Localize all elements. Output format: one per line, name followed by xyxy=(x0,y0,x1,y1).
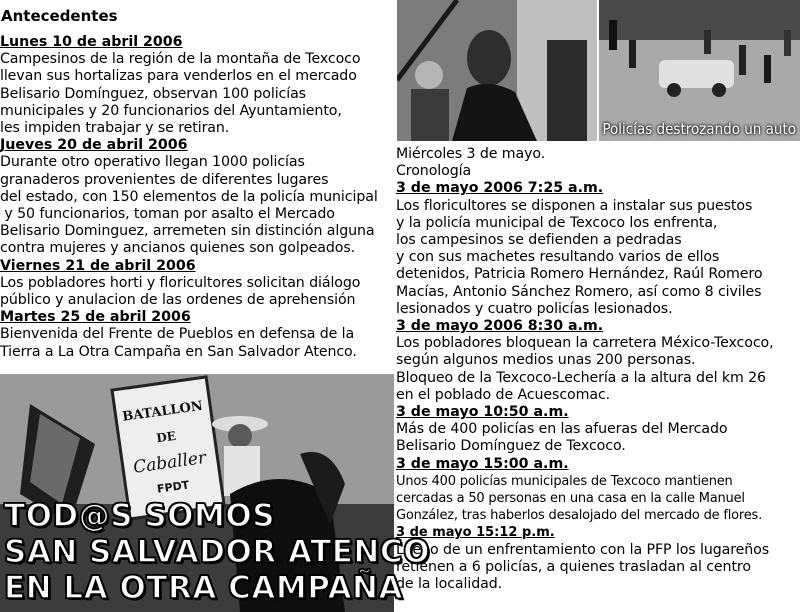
entry-line: Más de 400 policías en las afueras del Mercado xyxy=(396,421,728,438)
entry-line: cercadas a 50 personas en una casa en la calle Manuel xyxy=(396,491,745,507)
entry-heading: 3 de mayo 2006 8:30 a.m. xyxy=(396,318,604,335)
entry-line: municipales y 20 funcionarios del Ayuntamiento, xyxy=(0,102,342,119)
entry-line: Campesinos de la región de la montaña de Texcoco xyxy=(0,51,361,68)
entry-line: detenidos, Patricia Romero Hernández, Raúl Romero xyxy=(396,266,763,283)
entry-line: Belisario Dominguez, arremeten sin distinción alguna xyxy=(0,223,375,240)
entry-1500 xyxy=(396,456,800,525)
entry-viernes-21 xyxy=(0,258,395,310)
entry-line: y con sus machetes resultando varios de ellos xyxy=(396,249,720,266)
entry-line: y 50 funcionarios, toman por asalto el Mercado xyxy=(0,206,335,223)
slogan-line-3: EN LA OTRA CAMPAÑA xyxy=(4,570,403,606)
entry-line: público y anulacion de las ordenes de aprehensión xyxy=(0,292,356,309)
entry-line: Los floricultores se disponen a instalar sus puestos xyxy=(396,197,753,214)
entry-line: González, tras haberlos desalojado del mercado de flores. xyxy=(396,508,763,524)
entry-heading: 3 de mayo 2006 7:25 a.m. xyxy=(396,180,604,197)
entry-heading: Jueves 20 de abril 2006 xyxy=(0,137,188,154)
chronology-label: Cronología xyxy=(396,163,472,180)
entry-0725 xyxy=(396,180,800,318)
entry-heading: 3 de mayo 15:00 a.m. xyxy=(396,455,569,472)
slogan xyxy=(4,498,430,606)
photo-police-car xyxy=(599,0,800,141)
entry-line: Los pobladores horti y floricultores solicitan diálogo xyxy=(0,274,361,291)
entry-line: del estado, con 150 elementos de la policía municipal xyxy=(0,188,378,205)
entry-jueves-20 xyxy=(0,137,395,257)
entry-line: los campesinos se defienden a pedradas xyxy=(396,232,682,249)
entry-line: Belisario Domínguez, observan 100 policías xyxy=(0,85,306,102)
entry-line: llevan sus hortalizas para venderlos en el mercado xyxy=(0,68,357,85)
photo-wounded-man xyxy=(397,0,597,141)
entry-line: granaderos provenientes de diferentes lugares xyxy=(0,171,329,188)
entry-0830 xyxy=(396,318,800,404)
section-title: Antecedentes xyxy=(1,7,118,25)
slogan-line-1: TOD@S SOMOS xyxy=(4,498,276,534)
chronology-date: Miércoles 3 de mayo. xyxy=(396,146,546,162)
entry-line: Macías, Antonio Sánchez Romero, así como 8 civiles xyxy=(396,283,762,300)
entry-heading: 3 de mayo 15:12 p.m. xyxy=(396,525,555,541)
entry-line: Luego de un enfrentamiento con la PFP los lugareños xyxy=(396,541,770,558)
banner-text-batallon: BATALLON xyxy=(121,398,204,425)
entry-line: les impiden trabajar y se retiran. xyxy=(0,120,230,137)
entry-1512 xyxy=(396,524,800,593)
entry-line: contra mujeres y ancianos quienes son golpeados. xyxy=(0,240,356,257)
entry-heading: Viernes 21 de abril 2006 xyxy=(0,257,196,274)
entry-line: según algunos medios unas 200 personas. xyxy=(396,352,696,369)
entry-line: Belisario Domínguez de Texcoco. xyxy=(396,438,626,455)
slogan-line-2: SAN SALVADOR ATENCO xyxy=(4,534,430,570)
entry-line: Tierra a La Otra Campaña en San Salvador Atenco. xyxy=(0,343,357,360)
banner-text-caballeria: Caballer xyxy=(132,447,208,478)
left-column xyxy=(0,0,395,361)
entry-heading: Lunes 10 de abril 2006 xyxy=(0,34,183,50)
entry-line: retienen a 6 policías, a quienes trasladan al centro xyxy=(396,558,751,575)
entry-line: y la policía municipal de Texcoco los enfrenta, xyxy=(396,214,718,231)
entry-lunes-10 xyxy=(0,34,395,137)
entry-line: Bloqueo de la Texcoco-Lechería a la altura del km 26 xyxy=(396,369,766,386)
banner-text-de: DE xyxy=(155,428,177,446)
entry-line: lesionados y cuatro policías lesionados. xyxy=(396,300,673,317)
right-column xyxy=(396,146,800,593)
entry-line: de la localidad. xyxy=(396,576,503,593)
entry-heading: Martes 25 de abril 2006 xyxy=(0,309,191,326)
entry-martes-25 xyxy=(0,309,395,361)
banner-text-fpdt: FPDT xyxy=(156,478,190,496)
photo-wounded-man-graphic xyxy=(397,0,597,141)
entry-1050 xyxy=(396,404,800,456)
photo-caption: Policías destrozando un auto xyxy=(602,120,796,138)
entry-line: Durante otro operativo llegan 1000 policías xyxy=(0,154,305,171)
entry-heading: 3 de mayo 10:50 a.m. xyxy=(396,404,569,421)
entry-line: Los pobladores bloquean la carretera México-Texcoco, xyxy=(396,335,774,352)
entry-line: en el poblado de Acuescomac. xyxy=(396,386,611,403)
entry-line: Unos 400 policías municipales de Texcoco mantienen xyxy=(396,473,733,489)
entry-line: Bienvenida del Frente de Pueblos en defensa de la xyxy=(0,326,355,343)
